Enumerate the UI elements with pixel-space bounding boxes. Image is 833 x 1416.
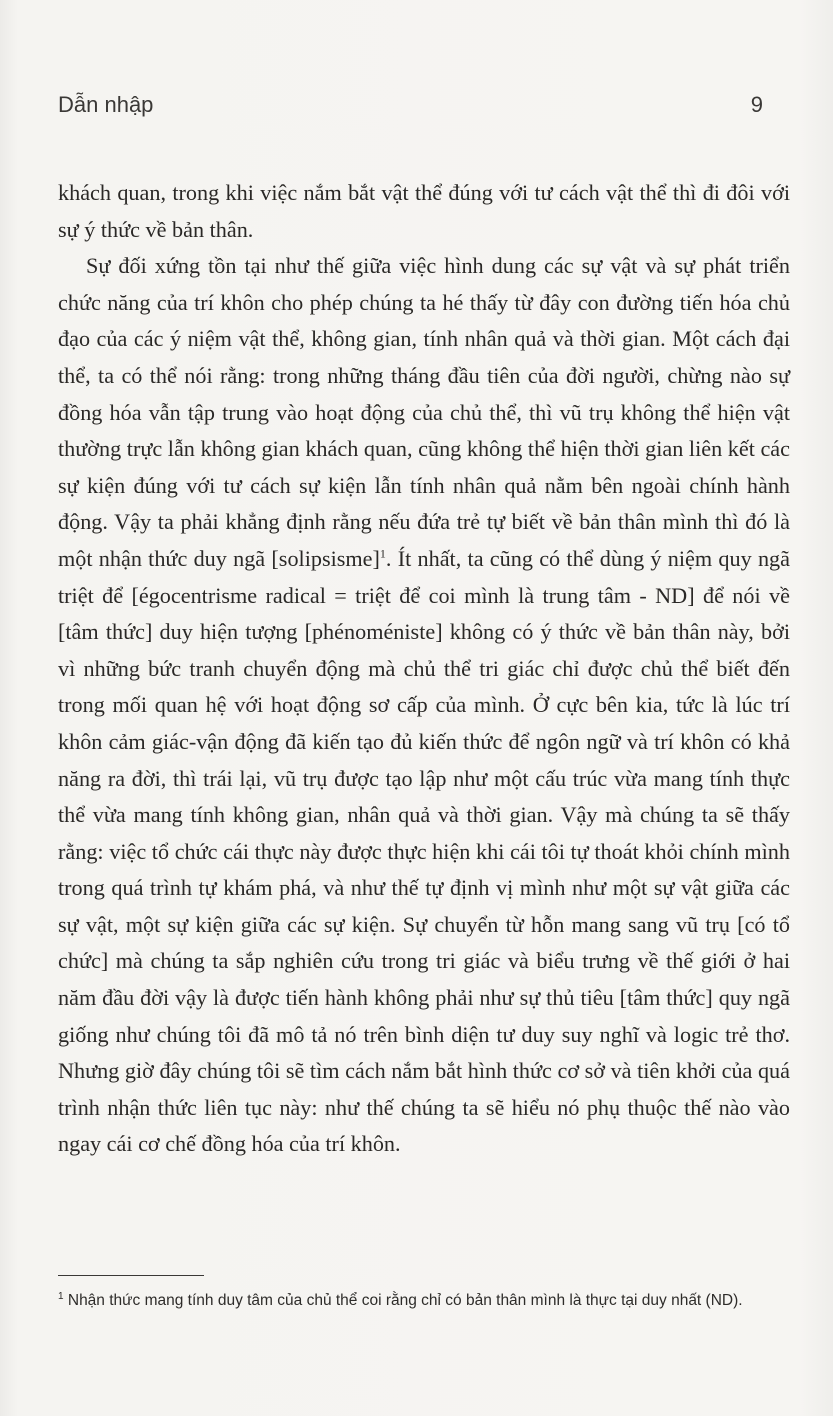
footnote-text: Nhận thức mang tính duy tâm của chủ thể coi rằng chỉ có bản thân mình là thực tại duy nhất (ND). <box>63 1292 743 1309</box>
paragraph-1: khách quan, trong khi việc nắm bắt vật thể đúng với tư cách vật thể thì đi đôi với sự ý thức về bản thân. <box>58 180 790 242</box>
running-header <box>58 92 763 128</box>
page-number: 9 <box>750 92 763 117</box>
footnote-marker: 1 <box>58 1290 64 1302</box>
footnote-reference[interactable]: 1 <box>379 546 386 561</box>
main-text <box>58 175 790 1163</box>
paragraph-2 <box>58 248 790 1163</box>
chapter-title: Dẫn nhập <box>58 92 154 117</box>
footnote-divider <box>58 1275 204 1276</box>
paragraph-2-part-b: . Ít nhất, ta cũng có thể dùng ý niệm quy ngã triệt để [égocentrisme radical = triệt để coi mình là trung tâm - ND] để nói về [tâm thức] duy hiện tượng [phénoméniste] không có ý thức về bản thân này, bởi vì những bức tranh chuyển động mà chủ thể tri giác chỉ được chủ thể biết đến trong mối quan hệ với hoạt động sơ cấp của mình. Ở cực bên kia, tức là lúc trí khôn cảm giác-vận động đã kiến tạo đủ kiến thức để ngôn ngữ và trí khôn có khả năng ra đời, thì trái lại, vũ trụ được tạo lập như một cấu trúc vừa mang tính thực thể vừa mang tính không gian, nhân quả và thời gian. Vậy mà chúng ta sẽ thấy rằng: việc tổ chức cái thực này được thực hiện khi cái tôi tự thoát khỏi chính mình trong quá trình tự khám phá, và như thế tự định vị mình như một sự vật giữa các sự vật, một sự kiện giữa các sự kiện. Sự chuyển từ hỗn mang sang vũ trụ [có tổ chức] mà chúng ta sắp nghiên cứu trong tri giác và biểu trưng về thế giới ở hai năm đầu đời vậy là được tiến hành không phải như sự thủ tiêu [tâm thức] quy ngã giống như chúng tôi đã mô tả nó trên bình diện tư duy suy nghĩ và logic trẻ thơ. Nhưng giờ đây chúng tôi sẽ tìm cách nắm bắt hình thức cơ sở và tiên khởi của quá trình nhận thức liên tục này: như thế chúng ta sẽ hiểu nó phụ thuộc thế nào vào ngay cái cơ chế đồng hóa của trí khôn. <box>58 545 790 1157</box>
footnote <box>58 1289 798 1313</box>
paragraph-2-part-a: Sự đối xứng tồn tại như thế giữa việc hình dung các sự vật và sự phát triển chức năng của trí khôn cho phép chúng ta hé thấy từ đây con đường tiến hóa chủ đạo của các ý niệm vật thể, không gian, tính nhân quả và thời gian. Một cách đại thể, ta có thể nói rằng: trong những tháng đầu tiên của đời người, chừng nào sự đồng hóa vẫn tập trung vào hoạt động của chủ thể, thì vũ trụ không thể hiện vật thường trực lẫn không gian khách quan, cũng không thể hiện thời gian liên kết các sự kiện đúng với tư cách sự kiện lẫn tính nhân quả nằm bên ngoài chính hành động. Vậy ta phải khẳng định rằng nếu đứa trẻ tự biết về bản thân mình thì đó là một nhận thức duy ngã [solipsisme] <box>58 253 790 571</box>
